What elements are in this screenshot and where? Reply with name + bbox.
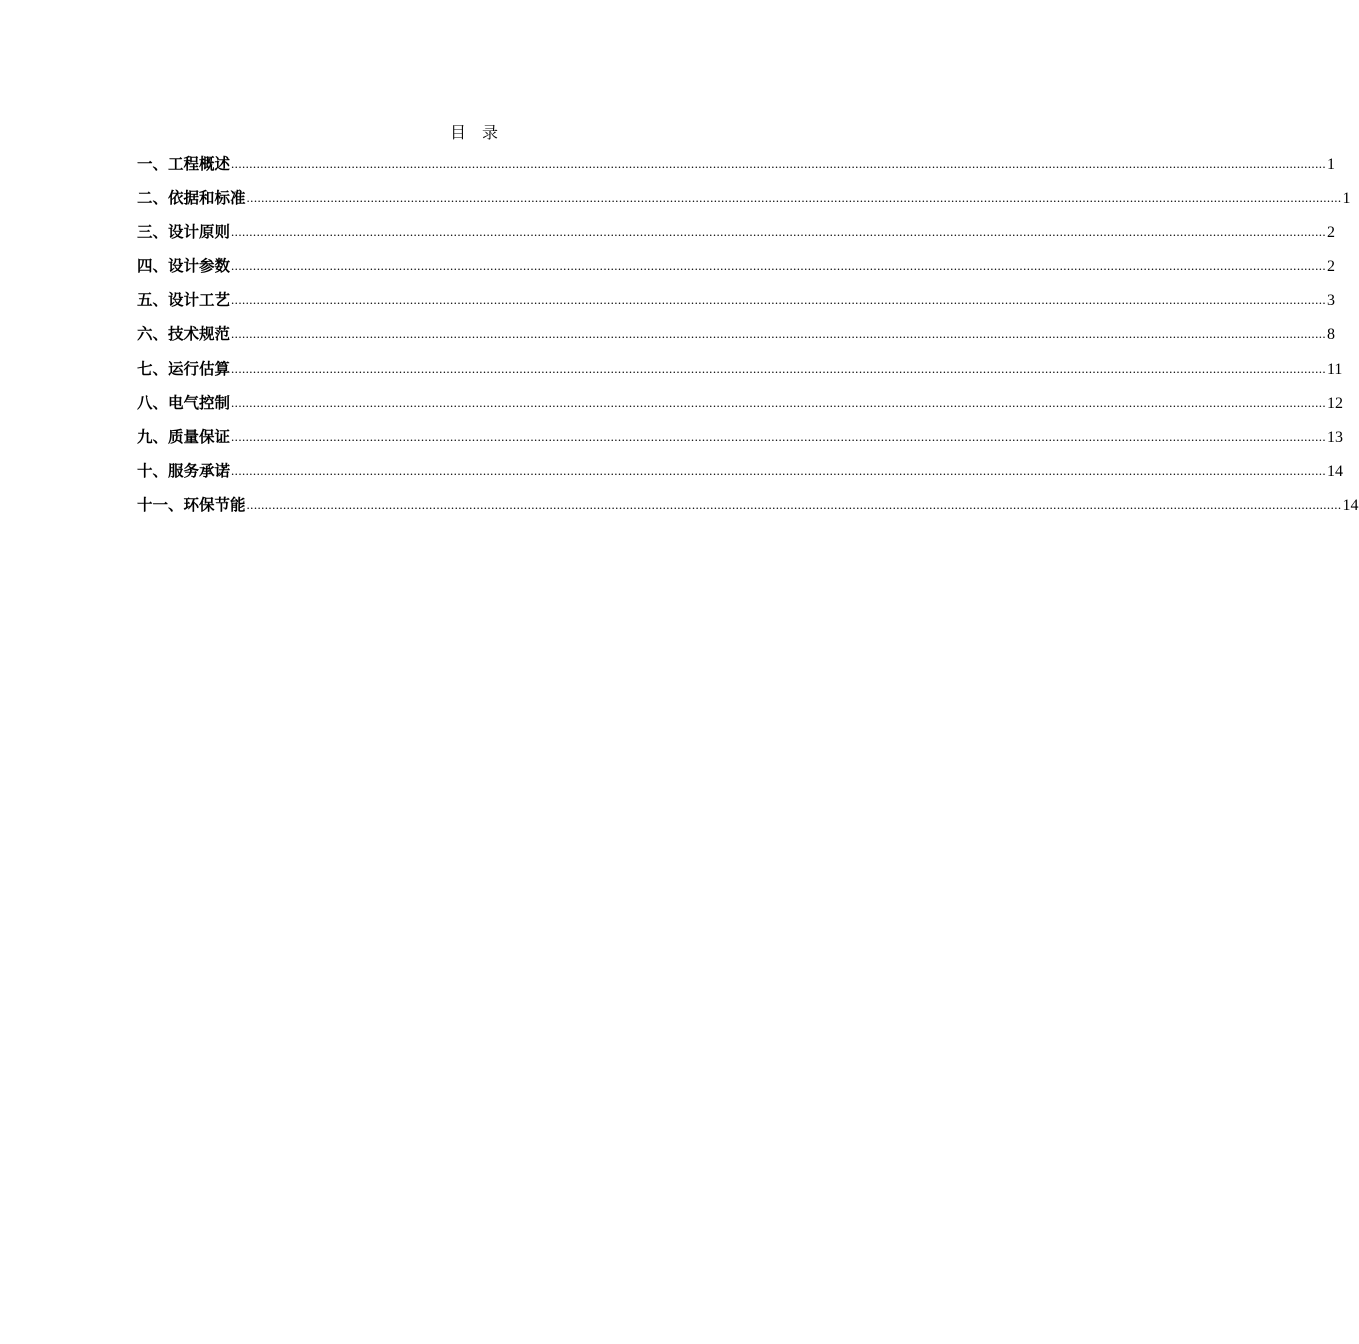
toc-entry-label: 十、服务承诺 bbox=[137, 461, 231, 480]
toc-entry-label: 九、质量保证 bbox=[137, 427, 231, 446]
toc-dot-leader: ............................................................................................................................................................................................................................................................................................................ bbox=[231, 462, 1327, 478]
toc-entry-label: 十一、环保节能 bbox=[137, 495, 246, 514]
toc-entry-page: 14 bbox=[1327, 462, 1344, 480]
toc-entry-page: 8 bbox=[1327, 326, 1336, 344]
toc-entry[interactable] bbox=[137, 181, 1351, 215]
toc-title bbox=[0, 120, 950, 143]
toc-entry-page: 11 bbox=[1327, 360, 1343, 378]
toc-title-char-2: 录 bbox=[482, 123, 501, 142]
toc-dot-leader: ............................................................................................................................................................................................................................................................................................................ bbox=[246, 496, 1342, 512]
toc-entry-label: 五、设计工艺 bbox=[137, 291, 231, 310]
toc-entry[interactable] bbox=[137, 386, 1344, 420]
toc-entry[interactable] bbox=[137, 215, 1336, 249]
toc-list bbox=[137, 147, 1359, 522]
toc-entry-page: 1 bbox=[1327, 156, 1336, 173]
toc-entry-page: 1 bbox=[1342, 190, 1351, 208]
toc-entry-page: 2 bbox=[1327, 224, 1336, 242]
toc-entry-page: 2 bbox=[1327, 258, 1336, 276]
toc-dot-leader: ............................................................................................................................................................................................................................................................................................................ bbox=[231, 156, 1327, 171]
toc-entry-page: 12 bbox=[1327, 394, 1344, 412]
toc-entry-label: 八、电气控制 bbox=[137, 393, 231, 412]
toc-dot-leader: ............................................................................................................................................................................................................................................................................................................ bbox=[246, 190, 1342, 206]
toc-entry-label: 四、设计参数 bbox=[137, 257, 231, 276]
toc-entry[interactable] bbox=[137, 147, 1336, 181]
toc-dot-leader: ............................................................................................................................................................................................................................................................................................................ bbox=[231, 326, 1327, 342]
toc-entry-label: 七、运行估算 bbox=[137, 359, 231, 378]
toc-entry[interactable] bbox=[137, 488, 1359, 522]
toc-dot-leader: ............................................................................................................................................................................................................................................................................................................ bbox=[231, 258, 1327, 274]
toc-dot-leader: ............................................................................................................................................................................................................................................................................................................ bbox=[231, 360, 1327, 376]
toc-entry[interactable] bbox=[137, 352, 1343, 386]
toc-entry-label: 三、设计原则 bbox=[137, 223, 231, 242]
toc-entry-label: 二、依据和标准 bbox=[137, 189, 246, 208]
toc-entry[interactable] bbox=[137, 317, 1336, 351]
toc-entry[interactable] bbox=[137, 283, 1336, 317]
toc-entry-page: 13 bbox=[1327, 428, 1344, 446]
toc-entry[interactable] bbox=[137, 454, 1344, 488]
toc-entry-page: 14 bbox=[1342, 496, 1359, 514]
toc-title-char-1: 目 bbox=[449, 123, 468, 142]
toc-entry-label: 一、工程概述 bbox=[137, 155, 231, 173]
toc-entry-label: 六、技术规范 bbox=[137, 325, 231, 344]
toc-entry-page: 3 bbox=[1327, 292, 1336, 310]
toc-entry[interactable] bbox=[137, 420, 1344, 454]
toc-entry[interactable] bbox=[137, 249, 1336, 283]
toc-dot-leader: ............................................................................................................................................................................................................................................................................................................ bbox=[231, 428, 1327, 444]
toc-dot-leader: ............................................................................................................................................................................................................................................................................................................ bbox=[231, 224, 1327, 240]
toc-dot-leader: ............................................................................................................................................................................................................................................................................................................ bbox=[231, 394, 1327, 410]
toc-dot-leader: ............................................................................................................................................................................................................................................................................................................ bbox=[231, 292, 1327, 308]
